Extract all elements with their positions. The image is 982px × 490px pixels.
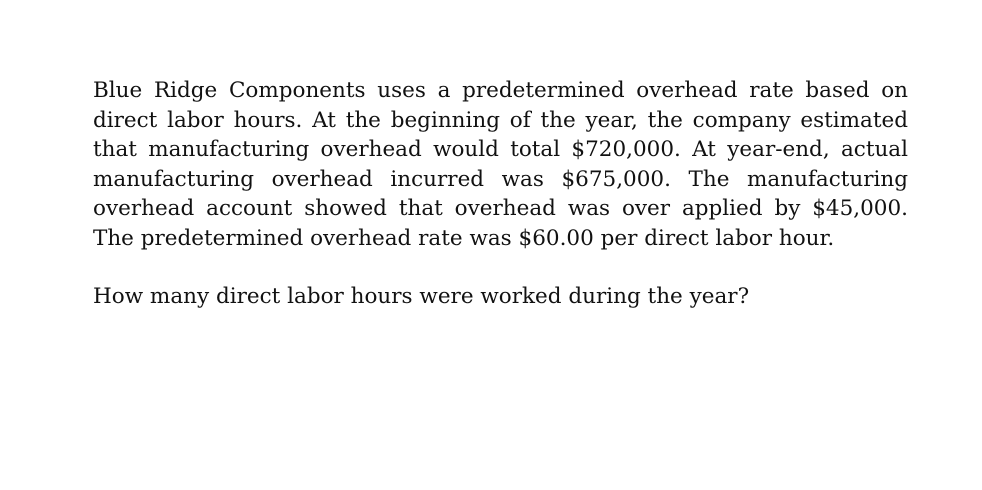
problem-text-block [93,76,908,311]
problem-paragraph: Blue Ridge Components uses a predetermined overhead rate based on direct labor hours. At the beginning of the year, the company estimated that manufacturing overhead would total $720,000. At year-end, actual manufacturing overhead incurred was $675,000. The manufacturing overhead account showed that overhead was over applied by $45,000. The predetermined overhead rate was $60.00 per direct labor hour. [93,78,908,251]
question-paragraph: How many direct labor hours were worked during the year? [93,283,750,309]
